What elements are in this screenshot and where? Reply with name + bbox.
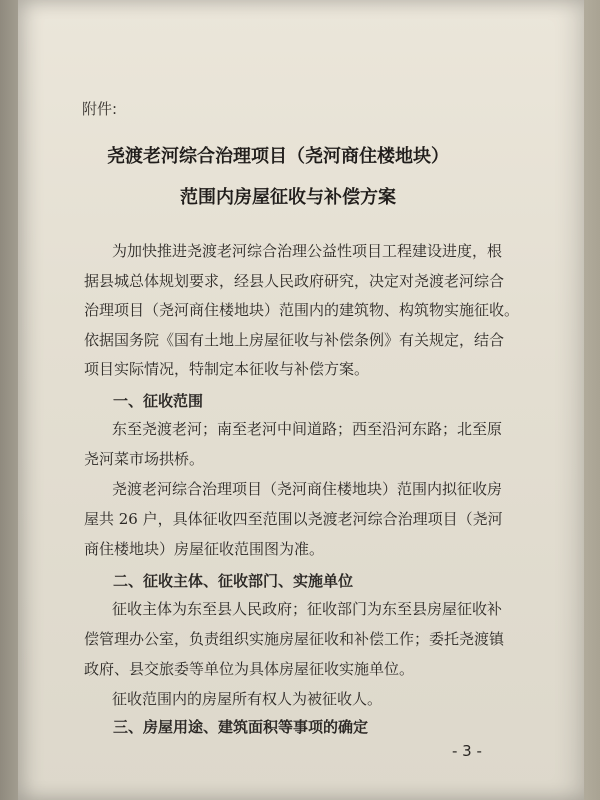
intro-line-4: 依据国务院《国有土地上房屋征收与补偿条例》有关规定，结合 (84, 331, 505, 349)
section-2-heading: 二、征收主体、征收部门、实施单位 (113, 572, 354, 590)
intro-line-1: 为加快推进尧渡老河综合治理公益性项目工程建设进度，根 (112, 242, 503, 260)
section-1-heading: 一、征收范围 (113, 392, 204, 410)
attachment-label: 附件: (82, 100, 118, 118)
paper-sheet (18, 0, 584, 800)
document-title-line-1: 尧渡老河综合治理项目（尧河商住楼地块） (107, 146, 449, 167)
intro-line-3: 治理项目（尧河商住楼地块）范围内的建筑物、构筑物实施征收。 (84, 301, 520, 319)
section-1-line-4: 屋共 26 户，具体征收四至范围以尧渡老河综合治理项目（尧河 (84, 510, 503, 528)
section-2-line-1: 征收主体为东至县人民政府；征收部门为东至县房屋征收补 (112, 600, 503, 618)
section-1-line-3: 尧渡老河综合治理项目（尧河商住楼地块）范围内拟征收房 (112, 480, 503, 498)
intro-line-2: 据县城总体规划要求，经县人民政府研究，决定对尧渡老河综合 (84, 272, 505, 290)
intro-line-5: 项目实际情况，特制定本征收与补偿方案。 (84, 360, 370, 378)
section-2-line-3: 政府、县交旅委等单位为具体房屋征收实施单位。 (84, 660, 415, 678)
section-2-line-2: 偿管理办公室，负责组织实施房屋征收和补偿工作；委托尧渡镇 (84, 630, 505, 648)
section-3-heading: 三、房屋用途、建筑面积等事项的确定 (113, 718, 369, 736)
section-1-line-5: 商住楼地块）房屋征收范围图为准。 (84, 540, 325, 558)
section-1-line-2: 尧河菜市场拱桥。 (84, 450, 205, 468)
section-2-line-4: 征收范围内的房屋所有权人为被征收人。 (112, 690, 383, 708)
page-number: - 3 - (452, 742, 482, 760)
section-1-line-1: 东至尧渡老河；南至老河中间道路；西至沿河东路；北至原 (112, 420, 503, 438)
document-title-line-2: 范围内房屋征收与补偿方案 (180, 187, 396, 208)
